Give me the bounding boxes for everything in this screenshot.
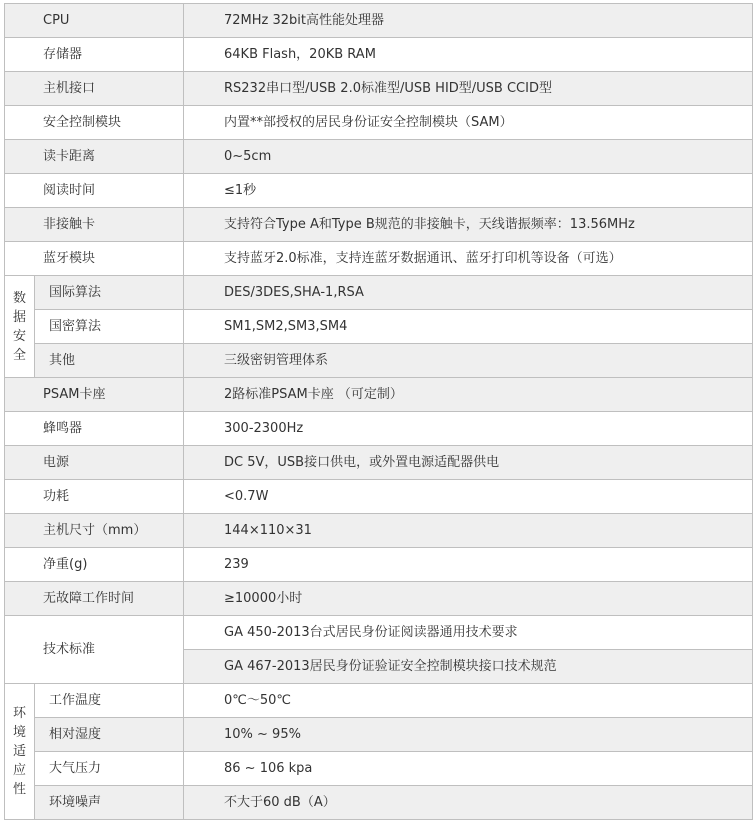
spec-value: GA 450-2013台式居民身份证阅读器通用技术要求: [184, 616, 753, 650]
spec-row-weight: [5, 548, 753, 582]
spec-value: 内置**部授权的居民身份证安全控制模块（SAM）: [184, 106, 753, 140]
spec-label: 存储器: [5, 38, 184, 72]
spec-label: 主机接口: [5, 72, 184, 106]
spec-label: PSAM卡座: [5, 378, 184, 412]
spec-label: 电源: [5, 446, 184, 480]
spec-value: 10% ~ 95%: [184, 718, 753, 752]
spec-row-working-temp: [5, 684, 753, 718]
spec-row-read-time: [5, 174, 753, 208]
group-char: 适: [12, 744, 26, 759]
group-char: 应: [12, 763, 26, 778]
spec-row-national-algorithm: [5, 310, 753, 344]
spec-row-mtbf: [5, 582, 753, 616]
spec-value: 三级密钥管理体系: [184, 344, 753, 378]
spec-label: 无故障工作时间: [5, 582, 184, 616]
spec-value: 64KB Flash，20KB RAM: [184, 38, 753, 72]
spec-label: 净重(g): [5, 548, 184, 582]
group-char: 数: [12, 290, 26, 306]
spec-value: ≤1秒: [184, 174, 753, 208]
spec-value: 239: [184, 548, 753, 582]
spec-value: GA 467-2013居民身份证验证安全控制模块接口技术规范: [184, 650, 753, 684]
spec-label: 阅读时间: [5, 174, 184, 208]
spec-row-psam: [5, 378, 753, 412]
spec-row-pressure: [5, 752, 753, 786]
spec-label: 非接触卡: [5, 208, 184, 242]
spec-row-host-interface: [5, 72, 753, 106]
spec-value: SM1,SM2,SM3,SM4: [184, 310, 753, 344]
spec-row-consumption: [5, 480, 753, 514]
spec-label: 环境噪声: [35, 786, 184, 820]
spec-label: 相对湿度: [35, 718, 184, 752]
spec-label: 工作温度: [35, 684, 184, 718]
spec-value: DES/3DES,SHA-1,RSA: [184, 276, 753, 310]
spec-value: DC 5V，USB接口供电，或外置电源适配器供电: [184, 446, 753, 480]
spec-label: 其他: [35, 344, 184, 378]
spec-value: 不大于60 dB（A）: [184, 786, 753, 820]
spec-row-read-distance: [5, 140, 753, 174]
spec-row-buzzer: [5, 412, 753, 446]
spec-value: 2路标准PSAM卡座 （可定制）: [184, 378, 753, 412]
group-label-environment: [5, 684, 35, 820]
spec-value: 0℃～50℃: [184, 684, 753, 718]
spec-row-storage: [5, 38, 753, 72]
group-char: 境: [12, 725, 26, 740]
spec-label: 蓝牙模块: [5, 242, 184, 276]
spec-label: CPU: [5, 4, 184, 38]
group-char: 性: [12, 782, 26, 797]
group-char: 安: [12, 328, 26, 344]
spec-row-other: [5, 344, 753, 378]
spec-row-cpu: [5, 4, 753, 38]
spec-value: 144×110×31: [184, 514, 753, 548]
spec-label: 技术标准: [5, 616, 184, 684]
spec-value: 支持符合Type A和Type B规范的非接触卡，天线谐振频率：13.56MHz: [184, 208, 753, 242]
spec-row-standards: [5, 616, 753, 650]
spec-row-noise: [5, 786, 753, 820]
spec-row-intl-algorithm: [5, 276, 753, 310]
group-char: 全: [12, 347, 26, 363]
spec-row-dimensions: [5, 514, 753, 548]
spec-label: 大气压力: [35, 752, 184, 786]
spec-label: 读卡距离: [5, 140, 184, 174]
spec-value: RS232串口型/USB 2.0标准型/USB HID型/USB CCID型: [184, 72, 753, 106]
spec-value: ≥10000小时: [184, 582, 753, 616]
spec-label: 功耗: [5, 480, 184, 514]
spec-value: 0~5cm: [184, 140, 753, 174]
spec-value: 86 ~ 106 kpa: [184, 752, 753, 786]
spec-row-bluetooth: [5, 242, 753, 276]
group-char: 环: [12, 706, 26, 721]
spec-label: 主机尺寸（mm）: [5, 514, 184, 548]
spec-value: <0.7W: [184, 480, 753, 514]
group-char: 据: [12, 309, 26, 325]
spec-label: 蜂鸣器: [5, 412, 184, 446]
spec-label: 国密算法: [35, 310, 184, 344]
group-label-data-security: [5, 276, 35, 378]
spec-row-security-module: [5, 106, 753, 140]
spec-row-power: [5, 446, 753, 480]
spec-value: 支持蓝牙2.0标准，支持连蓝牙数据通讯、蓝牙打印机等设备（可选）: [184, 242, 753, 276]
spec-label: 国际算法: [35, 276, 184, 310]
spec-row-humidity: [5, 718, 753, 752]
spec-value: 300-2300Hz: [184, 412, 753, 446]
spec-value: 72MHz 32bit高性能处理器: [184, 4, 753, 38]
spec-table: [4, 3, 753, 820]
spec-row-contactless-card: [5, 208, 753, 242]
spec-label: 安全控制模块: [5, 106, 184, 140]
